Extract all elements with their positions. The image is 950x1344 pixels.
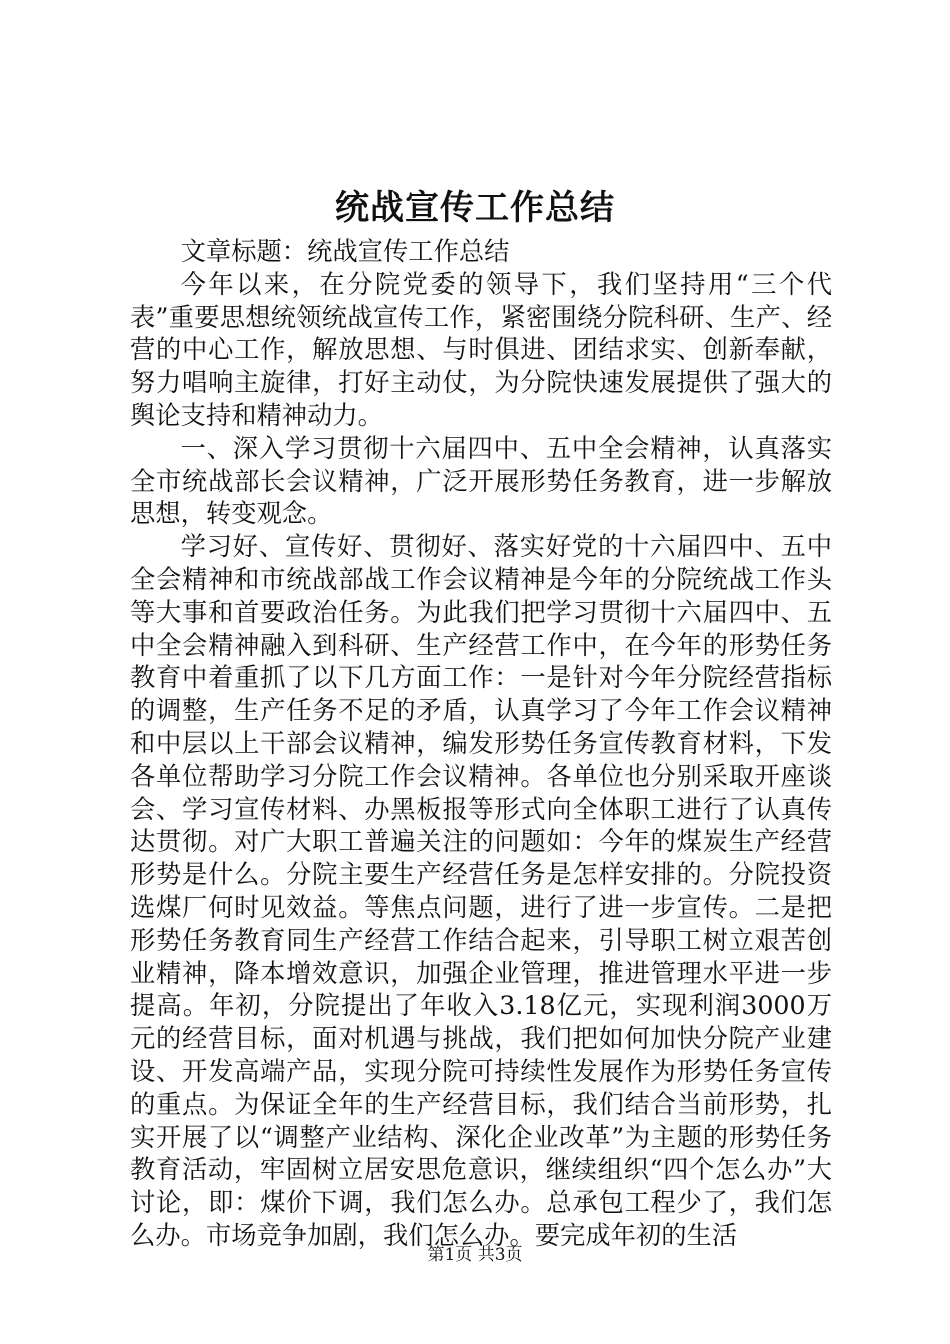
body-paragraph: 学习好、宣传好、贯彻好、落实好党的十六届四中、五中全会精神和市统战部战工作会议精神是今年的分院统战工作头等大事和首要政治任务。为此我们把学习贯彻十六届四中、五中全会精神融入到科研、生产经营工作中，在今年的形势任务教育中着重抓了以下几方面工作：一是针对今年分院经营指标的调整，生产任务不足的矛盾，认真学习了今年工作会议精神和中层以上干部会议精神，编发形势任务宣传教育材料，下发各单位帮助学习分院工作会议精神。各单位也分别采取开座谈会、学习宣传材料、办黑板报等形式向全体职工进行了认真传达贯彻。对广大职工普遍关注的问题如：今年的煤炭生产经营形势是什么。分院主要生产经营任务是怎样安排的。分院投资选煤厂何时见效益。等焦点问题，进行了进一步宣传。二是把形势任务教育同生产经营工作结合起来，引导职工树立艰苦创业精神，降本增效意识，加强企业管理，推进管理水平进一步提高。年初，分院提出了年收入3.18亿元，实现利润3000万元的经营目标，面对机遇与挑战，我们把如何加快分院产业建设、开发高端产品，实现分院可持续性发展作为形势任务宣传的重点。为保证全年的生产经营目标，我们结合当前形势，扎实开展了以“调整产业结构、深化企业改革”为主题的形势任务教育活动，牢固树立居安思危意识，继续组织“四个怎么办”大讨论，即：煤价下调，我们怎么办。总承包工程少了，我们怎么办。市场竞争加剧，我们怎么办。要完成年初的生活: [130, 532, 832, 1250]
document-body: [130, 236, 832, 1253]
intro-paragraph: 今年以来，在分院党委的领导下，我们坚持用“三个代表”重要思想统领统战宣传工作，紧密围绕分院科研、生产、经营的中心工作，解放思想、与时俱进、团结求实、创新奉献，努力唱响主旋律，打好主动仗，为分院快速发展提供了强大的舆论支持和精神动力。: [130, 269, 832, 430]
document-title: 统战宣传工作总结: [335, 188, 615, 228]
article-title-line: 文章标题：统战宣传工作总结: [180, 237, 510, 266]
page-footer: 第1页 共3页: [427, 1245, 523, 1265]
section-heading-1: 一、深入学习贯彻十六届四中、五中全会精神，认真落实全市统战部长会议精神，广泛开展形势任务教育，进一步解放思想，转变观念。: [130, 433, 832, 529]
